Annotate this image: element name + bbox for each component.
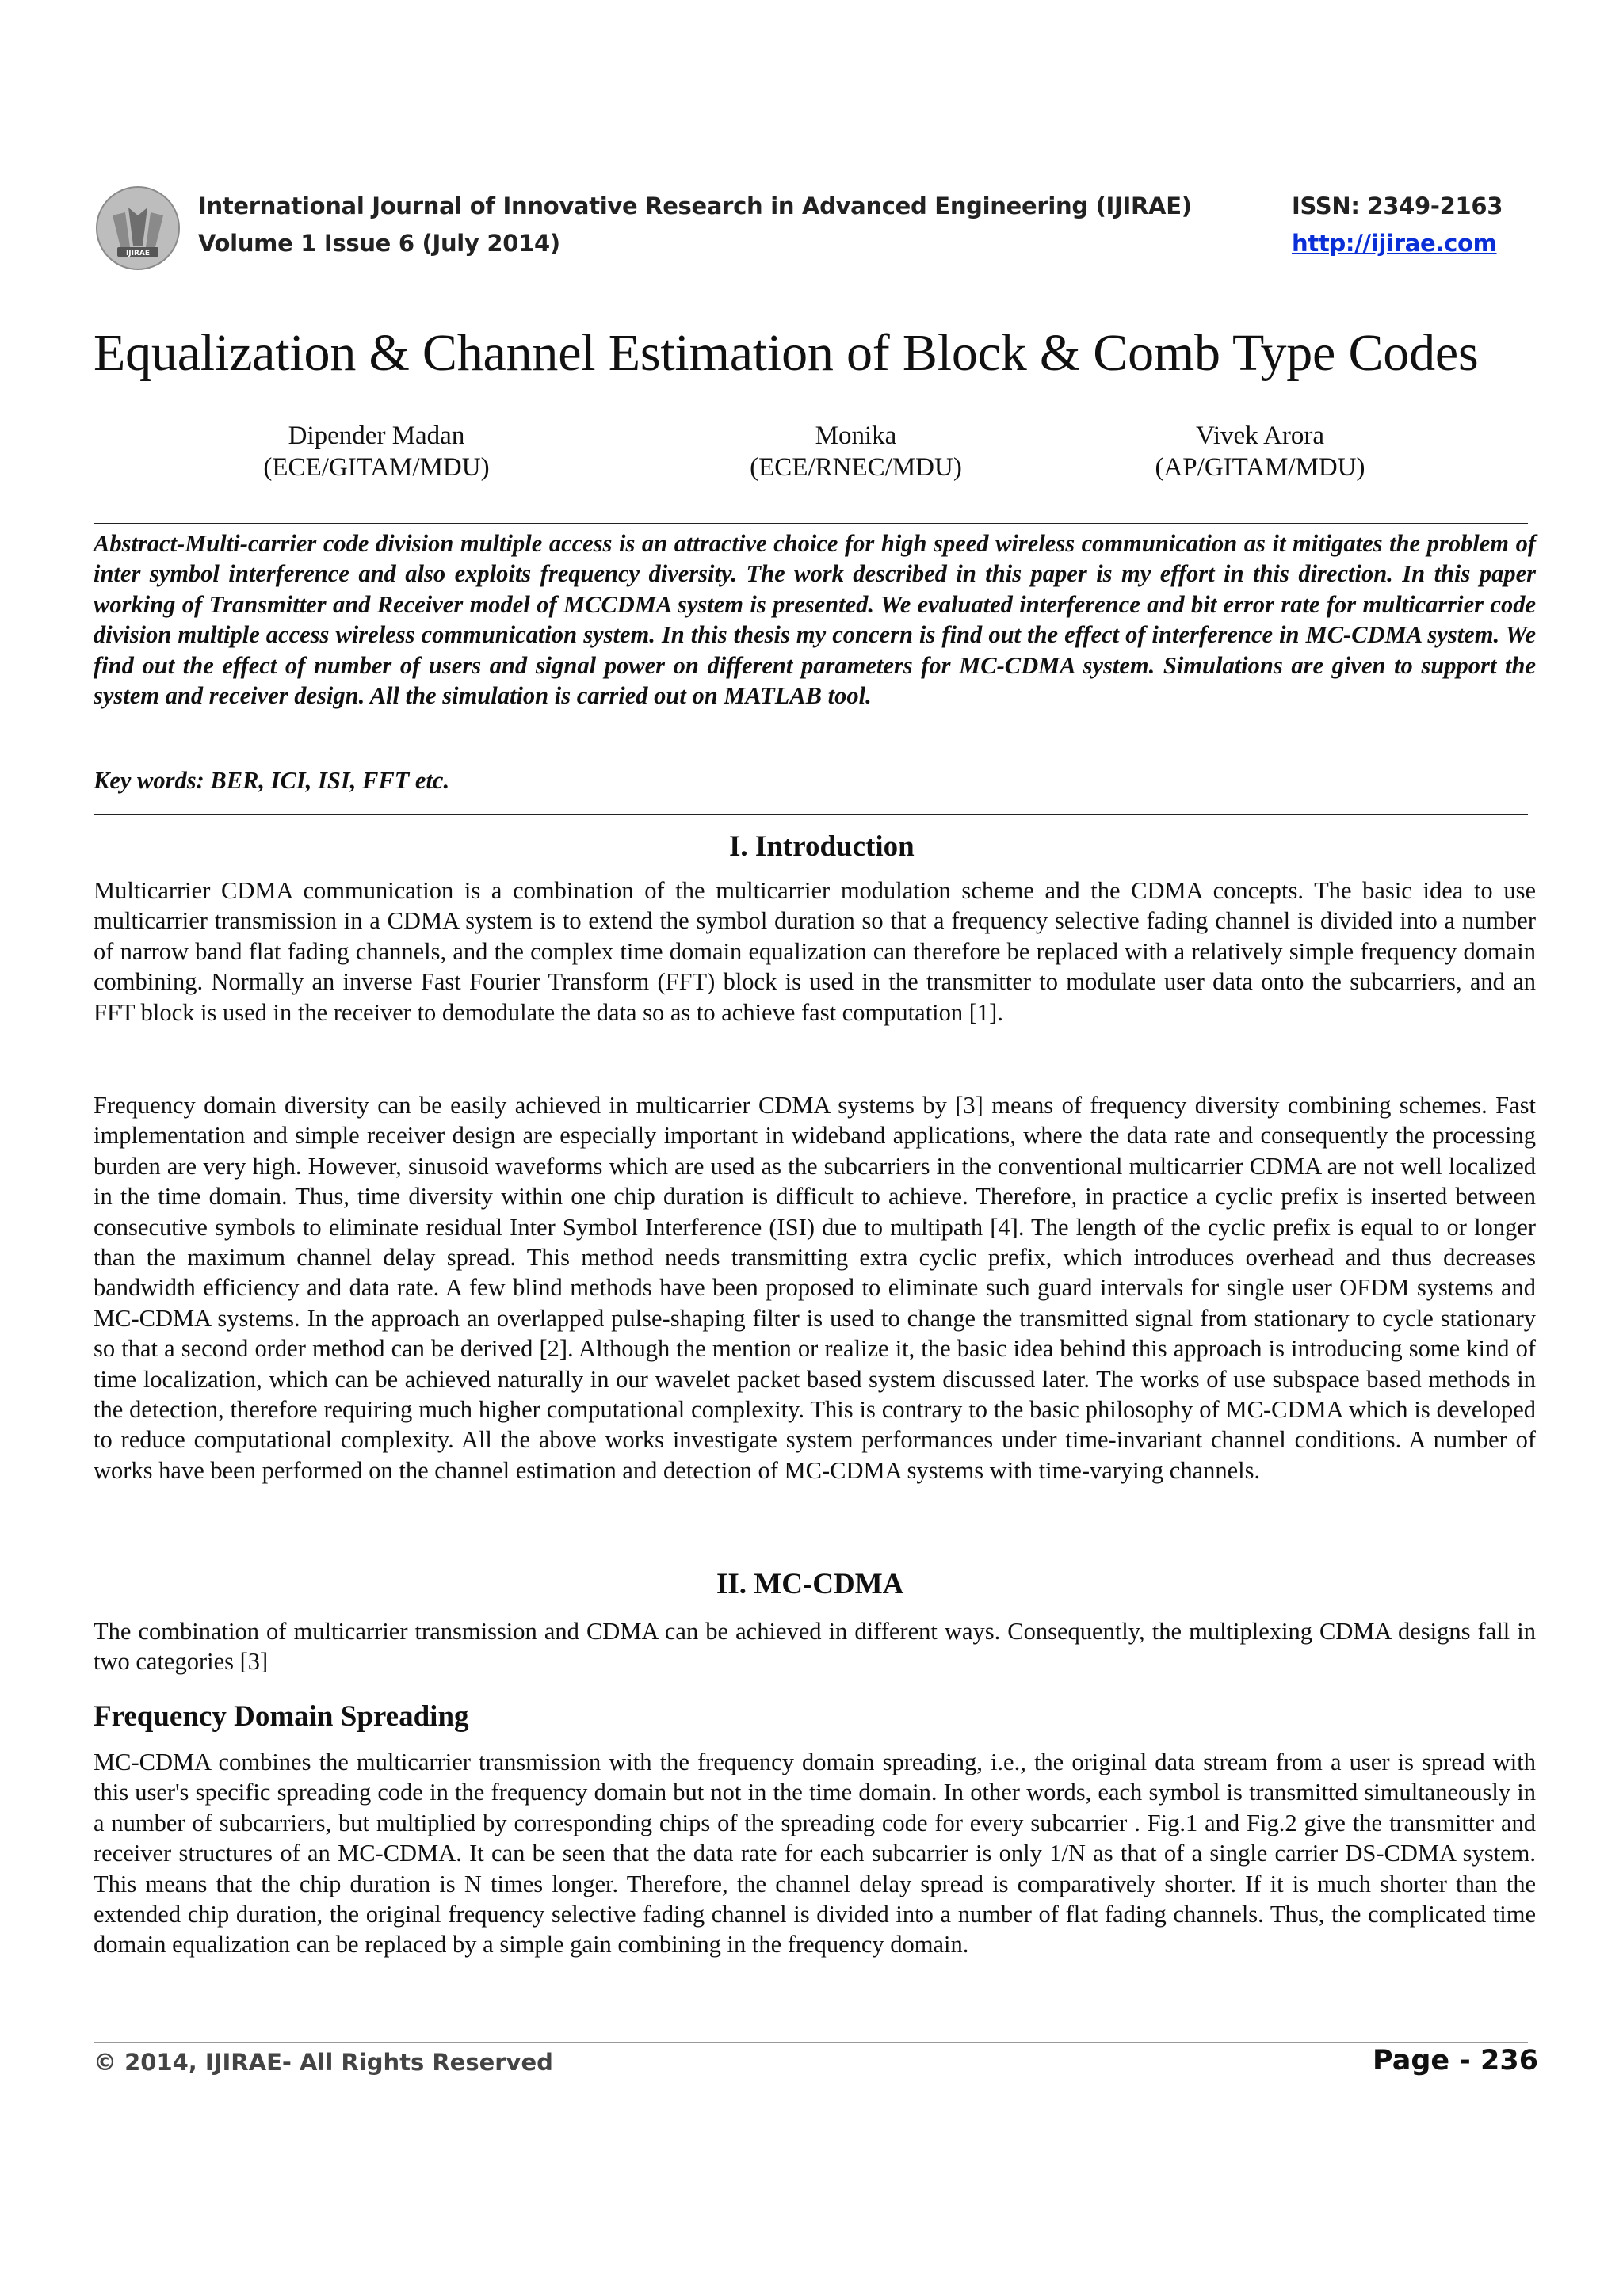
section-heading-introduction: I. Introduction (729, 830, 915, 863)
keywords: Key words: BER, ICI, ISI, FFT etc. (94, 767, 450, 794)
logo-text: IJIRAE (125, 250, 151, 257)
journal-name: International Journal of Innovative Research in Advanced Engineering (IJIRAE) (198, 193, 1192, 219)
divider-top (94, 523, 1528, 524)
author-name: Dipender Madan (288, 421, 465, 450)
author-affiliation: (ECE/GITAM/MDU) (263, 453, 490, 482)
divider-bottom (94, 814, 1528, 815)
author-affiliation: (AP/GITAM/MDU) (1155, 453, 1365, 482)
author-3 (1094, 420, 1426, 483)
intro-paragraph-2: Frequency domain diversity can be easily achieved in multicarrier CDMA systems by [3] means of frequency diversity combining schemes. Fast implementation and simple receiver design are especially important in wideband applications, where the data rate and consequently the processing burden are very high. However, sinusoid waveforms which are used as the subcarriers in the conventional multicarrier CDMA are not well localized in the time domain. Thus, time diversity within one chip duration is difficult to achieve. Therefore, in practice a cyclic prefix is inserted between consecutive symbols to eliminate residual Inter Symbol Interference (ISI) due to multipath [4]. The length of the cyclic prefix is equal to or longer than the maximum channel delay spread. This method needs transmitting extra cyclic prefix, which introduces overhead and thus decreases bandwidth efficiency and data rate. A few blind methods have been proposed to eliminate such guard intervals for single user OFDM systems and MC-CDMA systems. In the approach an overlapped pulse-shaping filter is used to change the transmitted signal from stationary to cycle stationary so that a second order method can be derived [2]. Although the mention or realize it, the basic idea behind this approach is introducing some kind of time localization, which can be achieved naturally in our wavelet packet based system discussed later. The works of use subspace based methods in the detection, therefore requiring much higher computational complexity. This is contrary to the basic philosophy of MC-CDMA which is developed to reduce computational complexity. All the above works investigate system performances under time-invariant channel conditions. A number of works have been performed on the channel estimation and detection of MC-CDMA systems with time-varying channels. (94, 1092, 1536, 1484)
author-1 (210, 420, 543, 483)
page-number: Page - 236 (1373, 2045, 1539, 2077)
author-2 (689, 420, 1022, 483)
author-name: Monika (815, 421, 897, 450)
mccdma-paragraph-2: MC-CDMA combines the multicarrier transmission with the frequency domain spreading, i.e., the original data stream from a user is spread with this user's specific spreading code in the frequency domain but not in the time domain. In other words, each symbol is transmitted simultaneously in a number of subcarriers, but multiplied by corresponding chips of the spreading code for every subcarrier . Fig.1 and Fig.2 give the transmitter and receiver structures of an MC-CDMA. It can be seen that the data rate for each subcarrier is only 1/N as that of a single carrier DS-CDMA system. This means that the chip duration is N times longer. Therefore, the channel delay spread is comparatively shorter. If it is much shorter than the extended chip duration, the original frequency selective fading channel is divided into a number of flat fading channels. Thus, the complicated time domain equalization can be replaced by a simple gain combining in the frequency domain. (94, 1749, 1536, 1958)
journal-issn: ISSN: 2349-2163 (1292, 193, 1503, 219)
author-name: Vivek Arora (1195, 421, 1325, 450)
mccdma-paragraph-1: The combination of multicarrier transmission and CDMA can be achieved in different ways. Consequently, the multiplexing CDMA designs fall in two categories [3] (94, 1618, 1536, 1676)
author-affiliation: (ECE/RNEC/MDU) (750, 453, 962, 482)
footer-divider (94, 2042, 1528, 2043)
subheading-frequency-domain-spreading: Frequency Domain Spreading (94, 1700, 469, 1733)
journal-url-link[interactable]: http://ijirae.com (1292, 230, 1497, 257)
intro-paragraph-1: Multicarrier CDMA communication is a combination of the multicarrier modulation scheme and the CDMA concepts. The basic idea to use multicarrier transmission in a CDMA system is to extend the symbol duration so that a frequency selective fading channel is divided into a number of narrow band flat fading channels, and the complex time domain equalization can therefore be replaced with a relatively simple frequency domain combining. Normally an inverse Fast Fourier Transform (FFT) block is used in the transmitter to modulate user data onto the subcarriers, and an FFT block is used in the receiver to demodulate the data so as to achieve fast computation [1]. (94, 877, 1536, 1026)
paper-title: Equalization & Channel Estimation of Block & Comb Type Codes (94, 324, 1479, 382)
abstract: Abstract-Multi-carrier code division multiple access is an attractive choice for high speed wireless communication as it mitigates the problem of inter symbol interference and also exploits frequency diversity. The work described in this paper is my effort in this direction. In this paper working of Transmitter and Receiver model of MCCDMA system is presented. We evaluated interference and bit error rate for multicarrier code division multiple access wireless communication system. In this thesis my concern is find out the effect of interference in MC-CDMA system. We find out the effect of number of users and signal power on different parameters for MC-CDMA system. Simulations are given to support the system and receiver design. All the simulation is carried out on MATLAB tool. (94, 530, 1536, 710)
section-heading-mccdma: II. MC-CDMA (716, 1568, 904, 1600)
footer-copyright: © 2014, IJIRAE- All Rights Reserved (94, 2049, 553, 2076)
journal-volume: Volume 1 Issue 6 (July 2014) (198, 230, 560, 257)
journal-logo (94, 184, 182, 273)
